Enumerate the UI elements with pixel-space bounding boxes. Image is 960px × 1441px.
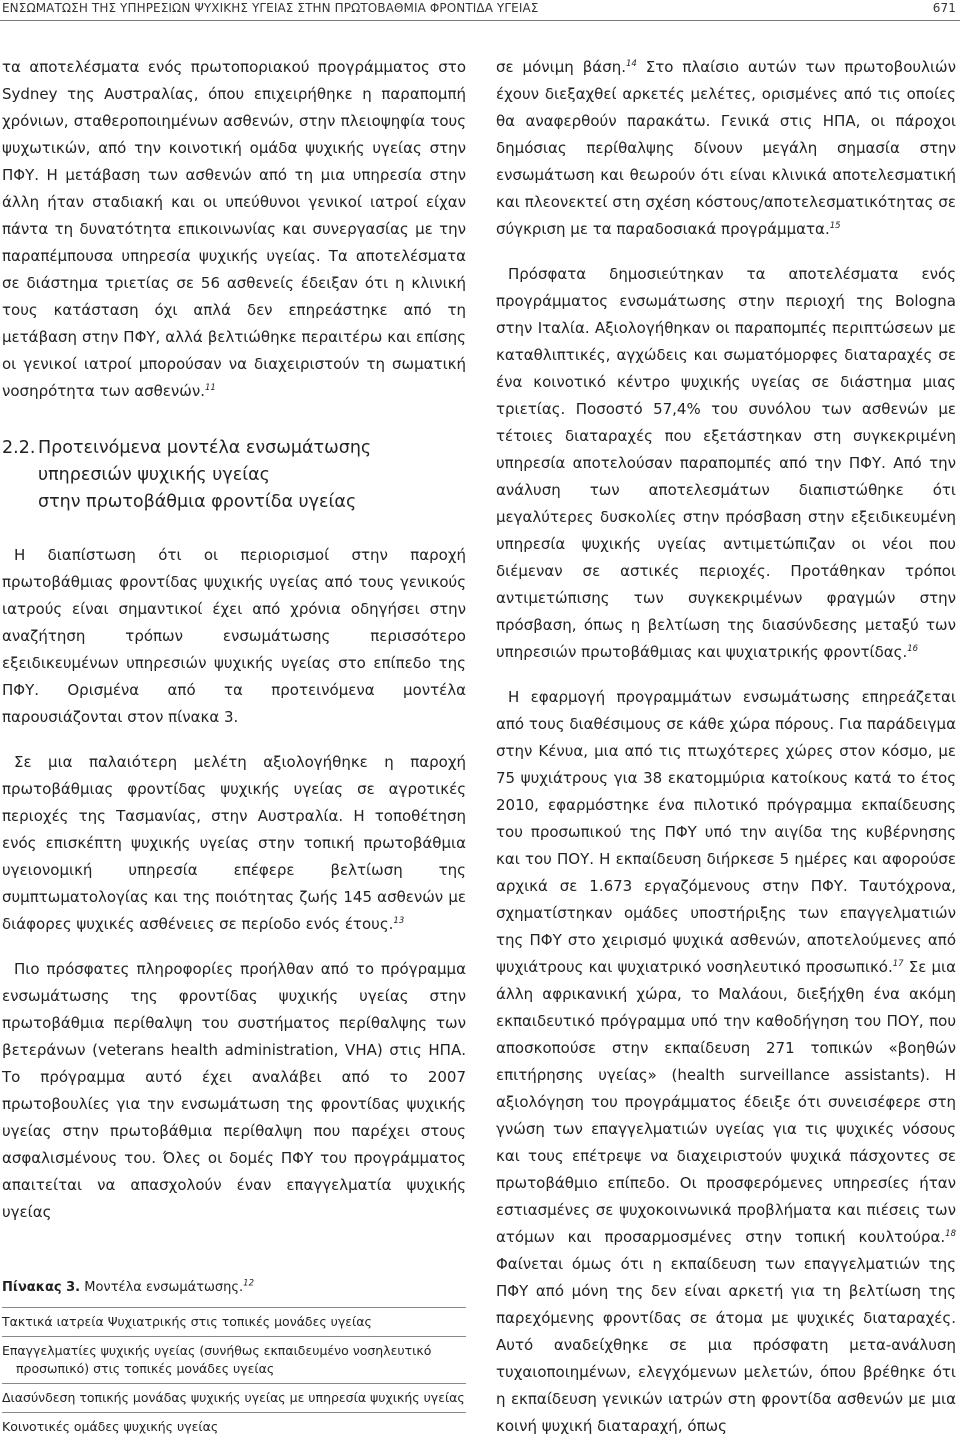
table-caption-label: Πίνακας 3. <box>2 1280 81 1295</box>
page-number: 671 <box>932 1 956 15</box>
left-column <box>2 54 466 1441</box>
footnote-ref: 15 <box>829 221 841 231</box>
running-header <box>0 0 960 18</box>
right-paragraph-2: Πρόσφατα δημοσιεύτηκαν τα αποτελέσματα ενός προγράμματος ενσωμάτωσης στην περιοχή της Bologna στην Ιταλία. Αξιολογήθηκαν οι παραπομπές περιπτώσεων με καταθλιπτικές, αγχώδεις και σωματόμορφες διαταραχές σε ένα κοινοτικό κέντρο ψυχικής υγείας σε διάστημα μιας τριετίας. Ποσοστό 57,4% του συνόλου των ασθενών με τέτοιες διαταραχές που εξετάστηκαν στη συγκεκριμένη υπηρεσία αποτελούσαν παραπομπές από την ΠΦΥ. Από την ανάλυση των αποτελεσμάτων διαπιστώθηκε ότι μεγαλύτερες δυσκολίες στην πρόσβαση στην εξειδικευμένη υπηρεσία ψυχικής υγείας αντιμετώπιζαν οι νέοι που διέμεναν σε αστικές περιοχές. Προτάθηκαν τρόποι αντιμετώπισης των συγκεκριμένων φραγμών στην πρόσβαση, όπως η βελτίωση της διασύνδεσης μεταξύ των υπηρεσιών πρωτοβάθμιας και ψυχιατρικής φροντίδας.$^{16}$ <box>496 265 956 661</box>
table-row: Κοινοτικές ομάδες ψυχικής υγείας <box>2 1419 219 1434</box>
section-title-line-2: υπηρεσιών ψυχικής υγείας <box>38 465 270 485</box>
footnote-ref: 16 <box>907 644 919 654</box>
running-header-title: ΕΝΣΩΜΑΤΩΣΗ ΤΗΣ ΥΠΗΡΕΣΙΩΝ ΨΥΧΙΚΗΣ ΥΓΕΙΑΣ ΣΤΗΝ ΠΡΩΤΟΒΑΘΜΙΑ ΦΡΟΝΤΙΔΑ ΥΓΕΙΑΣ <box>2 1 539 15</box>
footnote-ref: 11 <box>205 383 216 393</box>
footnote-ref: 12 <box>243 1278 254 1289</box>
right-column <box>496 54 956 1440</box>
models-table <box>2 1307 466 1441</box>
table-caption-text: Μοντέλα ενσωμάτωσης. <box>80 1280 244 1295</box>
left-paragraph-4: Πιο πρόσφατες πληροφορίες προήλθαν από το πρόγραμμα ενσωμάτωσης της φροντίδας ψυχικής υγείας στην πρωτοβάθμια περίθαλψη του συστήματος περίθαλψης των βετεράνων (veterans health administration, VHA) στις ΗΠΑ. Το πρόγραμμα αυτό έχει αναλάβει από το 2007 πρωτοβουλίες για την ενσωμάτωση της φροντίδας ψυχικής υγείας στην πρωτοβάθμια περίθαλψη που παρέχει στους ασφαλισμένους του. Όλες οι δομές ΠΦΥ του προγράμματος απαιτείται να απασχολούν έναν επαγγελματία ψυχικής υγείας <box>2 960 466 1221</box>
footnote-ref: 18 <box>945 1229 956 1239</box>
right-paragraph-3: Η εφαρμογή προγραμμάτων ενσωμάτωσης επηρεάζεται από τους διαθέσιμους σε κάθε χώρα πόρους. Για παράδειγμα στην Κένυα, μια από τις πτωχότερες χώρες στον κόσμο, με 75 ψυχιάτρους για 38 εκατομμύρια κατοίκους κατά το έτος 2010, εφαρμόστηκε ένα πιλοτικό πρόγραμμα εκπαίδευσης του προσωπικού της ΠΦΥ υπό την αιγίδα της κυβέρνησης και του ΠΟΥ. Η εκπαίδευση διήρκεσε 5 ημέρες και αφορούσε αρχικά σε 1.673 εργαζόμενους στην ΠΦΥ. Ταυτόχρονα, σχηματίστηκαν ομάδες υποστήριξης των επαγγελματιών της ΠΦΥ στο χειρισμό ψυχικά ασθενών, αποτελούμενες από ψυχιάτρους και ψυχιατρικό νοσηλευτικό προσωπικό.$^{17}$ Σε μια άλλη αφρικανική χώρα, το Μαλάουι, διεξήχθη ένα ακόμη εκπαιδευτικό πρόγραμμα υπό την καθοδήγηση του ΠΟΥ, που αποσκοπούσε στην εκπαίδευση 271 τοπικών «βοηθών επιτήρησης υγείας» (health surveillance assistants). Η αξιολόγηση του προγράμματος έδειξε ότι συνεισέφερε στη γνώση των επαγγελματιών υγείας για τις ψυχικές νόσους και τους επέτρεψε να διαχειριστούν ψυχικά πάσχοντες σε πρωτοβάθμιο επίπεδο. Οι προσφερόμενες υπηρεσίες ήταν εστιασμένες σε ψυχοκοινωνικά προβλήματα και πιέσεις των ατόμων και προσαρμοσμένες στην τοπική κουλτούρα.$^{18}$ Φαίνεται όμως ότι η εκπαίδευση των επαγγελματιών της ΠΦΥ από μόνη της δεν είναι αρκετή για τη βελτίωση της παρεχόμενης φροντίδας σε άτομα με ψυχικές διαταραχές. Αυτό αναδείχθηκε σε μια πρόσφατη μετα-ανάλυση τυχαιοποιημένων, ελεγχόμενων μελετών, όπου βρέθηκε ότι η εκπαίδευση γενικών ιατρών στη φροντίδα ασθενών με μια κοινή ψυχική διαταραχή, όπως <box>496 688 956 1435</box>
section-number: 2.2. <box>2 438 36 458</box>
table-row: Επαγγελματίες ψυχικής υγείας (συνήθως εκπαιδευμένο νοσηλευτικό προσωπικό) στις τοπικές μονάδες υγείας <box>2 1337 466 1384</box>
table-row: Διασύνδεση τοπικής μονάδας ψυχικής υγείας με υπηρεσία ψυχικής υγείας <box>2 1384 466 1413</box>
left-paragraph-1: τα αποτελέσματα ενός πρωτοποριακού προγράμματος στο Sydney της Αυστραλίας, όπου επιχειρήθηκε η παραπομπή χρόνιων, σταθεροποιημένων ασθενών, στην πλειοψηφία τους ψυχωτικών, από την κοινοτική ομάδα ψυχικής υγείας στην ΠΦΥ. Η μετάβαση των ασθενών από τη μια υπηρεσία στην άλλη ήταν σταδιακή και οι υπεύθυνοι γενικοί ιατροί είχαν πάντα τη δυνατότητα επικοινωνίας και συνεργασίας με την παραπέμπουσα υπηρεσία ψυχικής υγείας. Τα αποτελέσματα σε διάστημα τριετίας σε 56 ασθενείς έδειξαν ότι η κλινική τους κατάσταση όχι απλά δεν επηρεάστηκε από τη μετάβαση στην ΠΦΥ, αλλά βελτιώθηκε περαιτέρω και επίσης οι γενικοί ιατροί μπορούσαν να διαχειριστούν τη σωματική νοσηρότητα των ασθενών.$^{11}$ <box>2 58 466 400</box>
right-paragraph-1: σε μόνιμη βάση.$^{14}$ Στο πλαίσιο αυτών των πρωτοβουλιών έχουν διεξαχθεί αρκετές μελέτες, ορισμένες από τις οποίες θα αναφερθούν παρακάτω. Γενικά στις ΗΠΑ, οι πάροχοι δημόσιας περίθαλψης δίνουν μεγάλη σημασία στην ενσωμάτωση και θεωρούν ότι είναι κλινικά αποτελεσματική και πλεονεκτεί στη σχέση κόστους/αποτελεσματικότητας σε σύγκριση με τα παραδοσιακά προγράμματα.$^{15}$ <box>496 58 957 238</box>
table-row: Τακτικά ιατρεία Ψυχιατρικής στις τοπικές μονάδες υγείας <box>2 1308 466 1337</box>
footnote-ref: 14 <box>625 59 637 69</box>
left-paragraph-3: Σε μια παλαιότερη μελέτη αξιολογήθηκε η παροχή πρωτοβάθμιας φροντίδας ψυχικής υγείας σε αγροτικές περιοχές της Τασμανίας, στην Αυστραλία. Η τοποθέτηση ενός επισκέπτη ψυχικής υγείας στην τοπική πρωτοβάθμια υγειονομική υπηρεσία επέφερε βελτίωση της συμπτωματολογίας και της ποιότητας ζωής 145 ασθενών με διάφορες ψυχικές ασθένειες σε περίοδο ενός έτους.$^{13}$ <box>2 753 466 933</box>
section-heading <box>2 435 466 516</box>
footnote-ref: 13 <box>393 916 405 926</box>
table-caption <box>2 1280 466 1295</box>
left-paragraph-2: Η διαπίστωση ότι οι περιορισμοί στην παροχή πρωτοβάθμιας φροντίδας ψυχικής υγείας από τους γενικούς ιατρούς είναι σημαντικοί έχει από χρόνια οδηγήσει στην αναζήτηση τρόπων ενσωμάτωσης περισσότερο εξειδικευμένων υπηρεσιών ψυχικής υγείας στο επίπεδο της ΠΦΥ. Ορισμένα από τα προτεινόμενα μοντέλα παρουσιάζονται στον πίνακα 3. <box>2 546 466 726</box>
header-divider <box>0 20 960 21</box>
footnote-ref: 17 <box>892 959 904 969</box>
section-title-line-1: Προτεινόμενα μοντέλα ενσωμάτωσης <box>38 438 372 458</box>
section-title-line-3: στην πρωτοβάθμια φροντίδα υγείας <box>38 492 357 512</box>
